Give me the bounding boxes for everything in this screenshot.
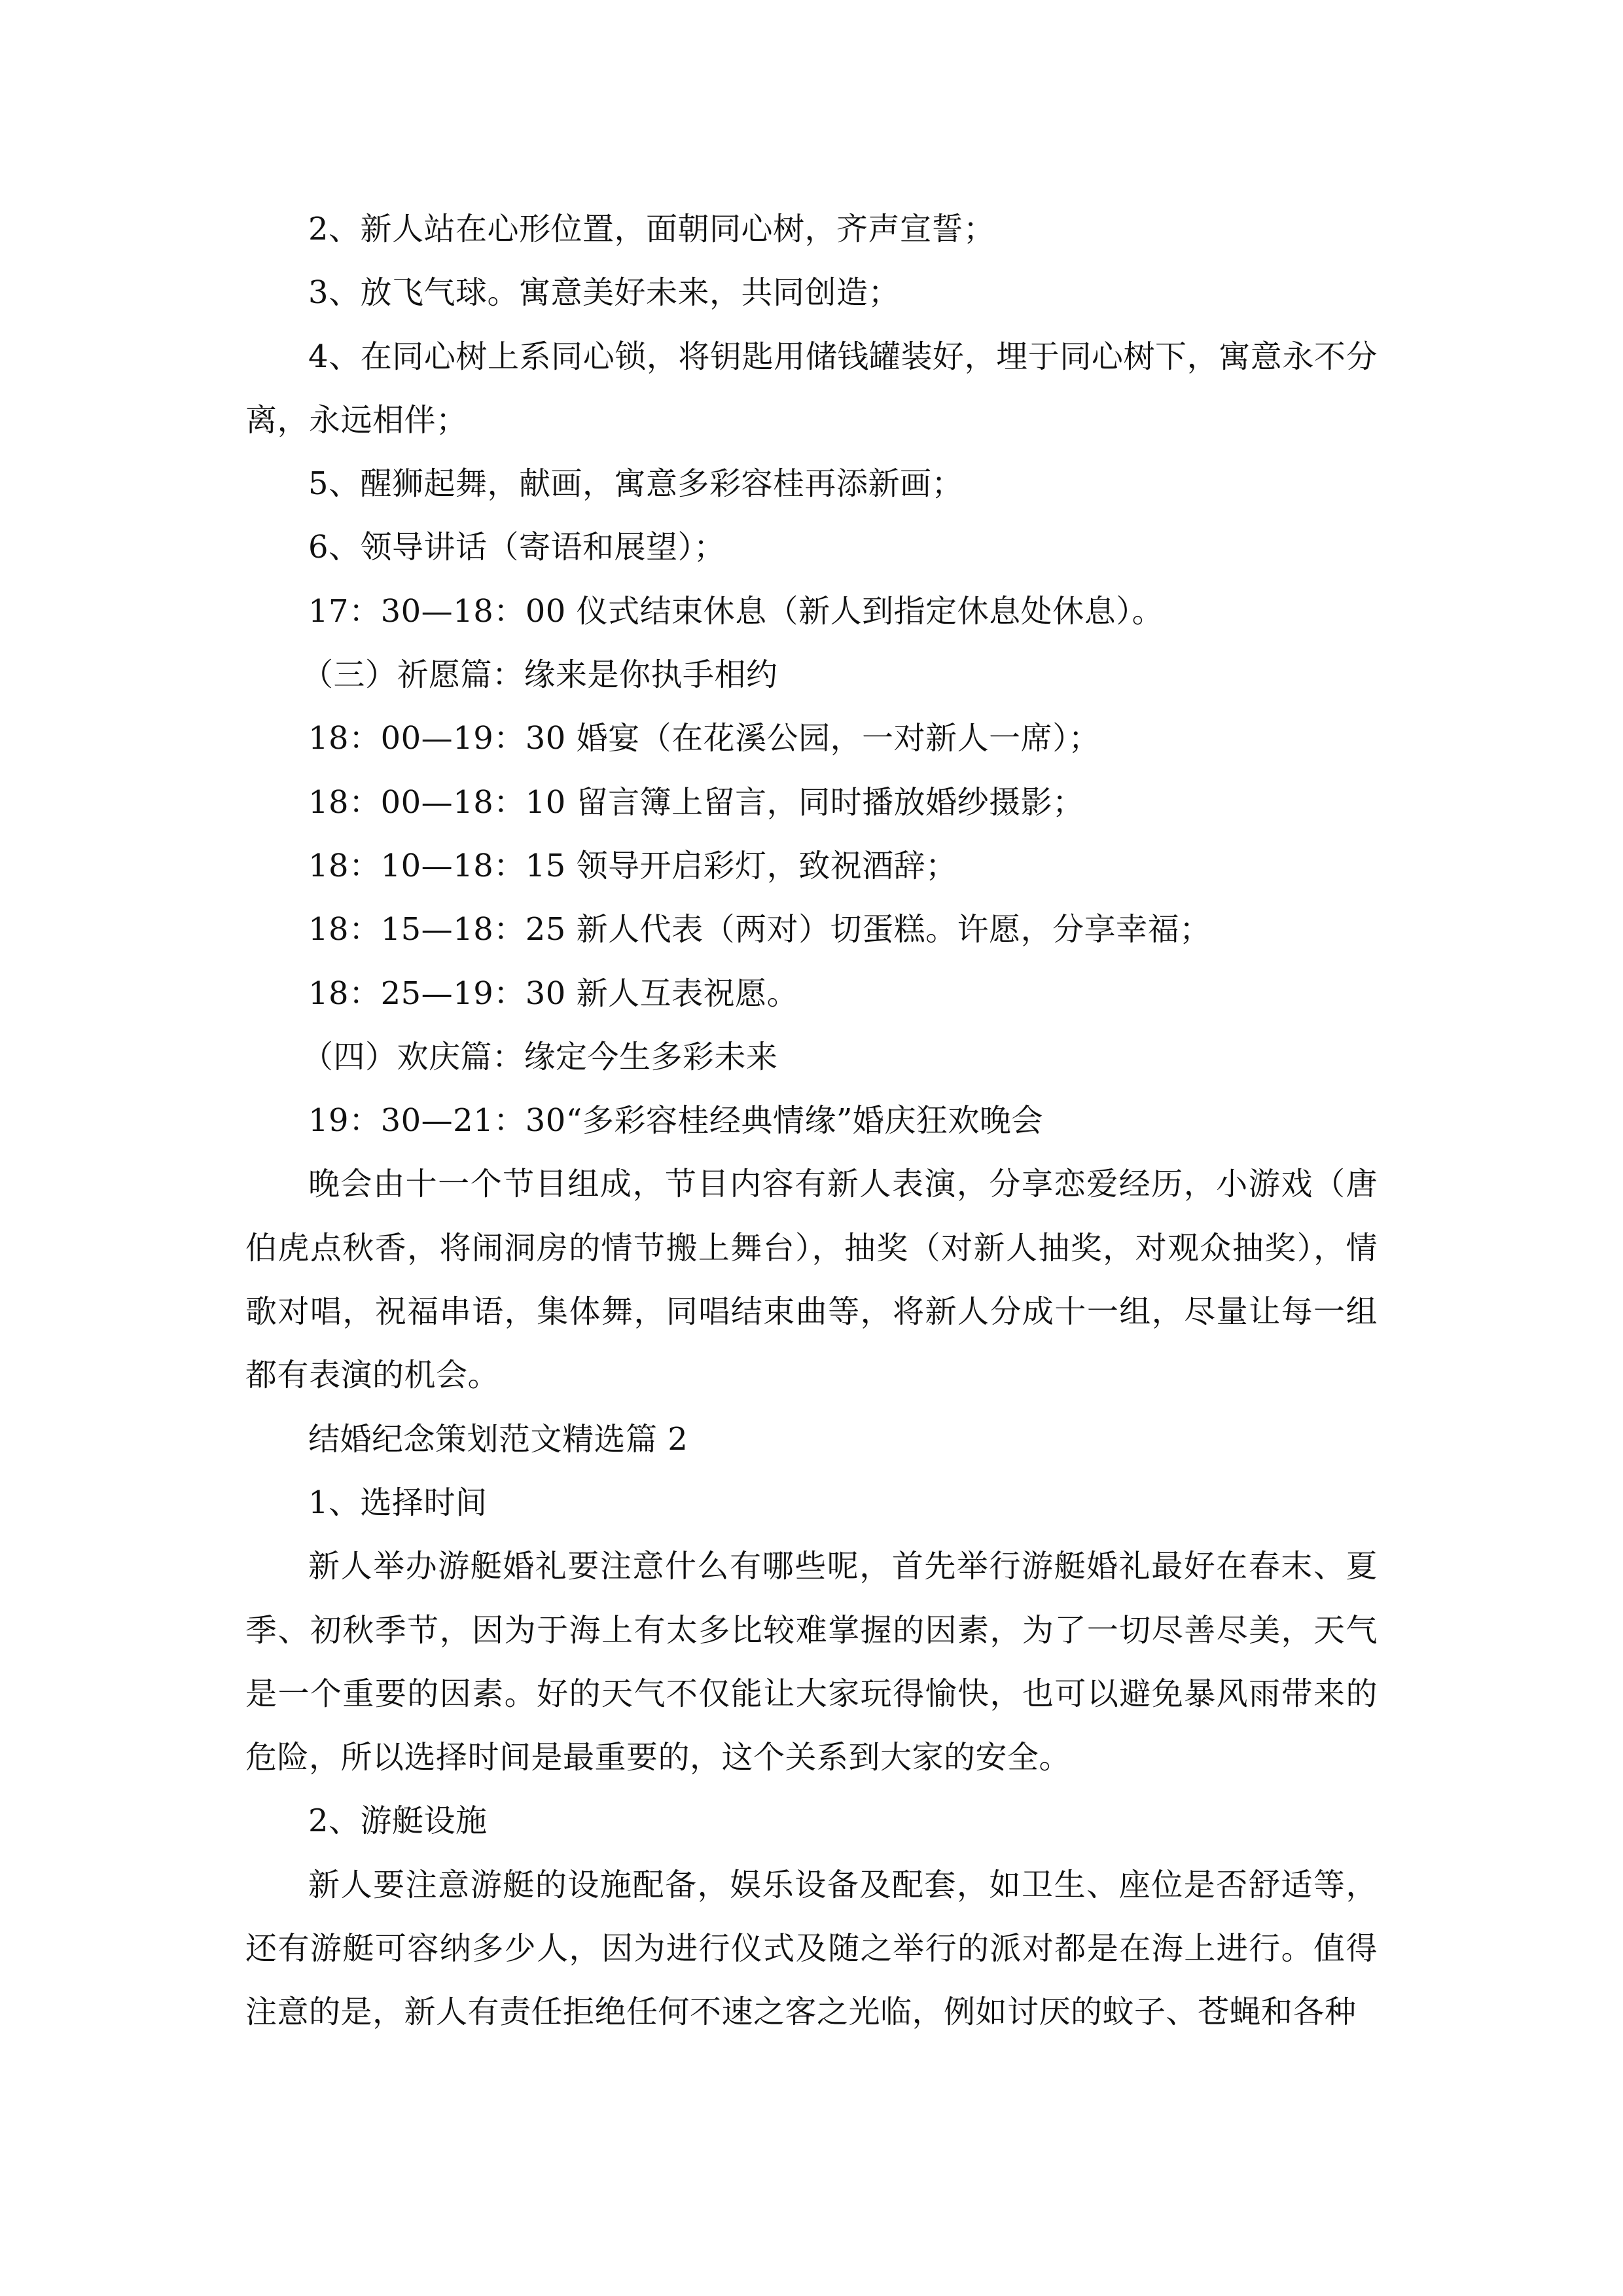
paragraph-guestbook: 18：00—18：10 留言簿上留言，同时播放婚纱摄影； bbox=[308, 783, 1084, 821]
paragraph-yacht-facilities-heading: 2、游艇设施 bbox=[308, 1803, 488, 1840]
section-heading-4: （四）欢庆篇：缘定今生多彩未来 bbox=[302, 1038, 778, 1075]
paragraph-ceremony-rest: 17：30—18：00 仪式结束休息（新人到指定休息处休息）。 bbox=[308, 592, 1164, 630]
section-heading-3: （三）祈愿篇：缘来是你执手相约 bbox=[302, 656, 778, 694]
paragraph-item-6: 6、领导讲话（寄语和展望）； bbox=[308, 529, 726, 566]
paragraph-item-5: 5、醒狮起舞，献画，寓意多彩容桂再添新画； bbox=[308, 465, 964, 503]
paragraph-party-program: 晚会由十一个节目组成，节目内容有新人表演，分享恋爱经历，小游戏（唐伯虎点秋香，将闹洞房的情节搬上舞台），抽奖（对新人抽奖，对观众抽奖），情歌对唱，祝福串语，集体舞，同唱结束曲等，将新人分成十一组，尽量让每一组都有表演的机会。 bbox=[245, 1166, 1378, 1394]
paragraph-choose-time-heading: 1、选择时间 bbox=[308, 1484, 488, 1521]
paragraph-wedding-banquet: 18：00—19：30 婚宴（在花溪公园，一对新人一席）； bbox=[308, 720, 1101, 757]
paragraph-item-4: 4、在同心树上系同心锁，将钥匙用储钱罐装好，埋于同心树下，寓意永不分离，永远相伴； bbox=[245, 338, 1378, 439]
paragraph-choose-time-body: 新人举办游艇婚礼要注意什么有哪些呢，首先举行游艇婚礼最好在春末、夏季、初秋季节，因为于海上有太多比较难掌握的因素，为了一切尽善尽美，天气是一个重要的因素。好的天气不仅能让大家玩得愉快，也可以避免暴风雨带来的危险，所以选择时间是最重要的，这个关系到大家的安全。 bbox=[245, 1548, 1378, 1776]
paragraph-carnival-party: 19：30—21：30“多彩容桂经典情缘”婚庆狂欢晚会 bbox=[308, 1102, 1043, 1139]
paragraph-yacht-facilities-body: 新人要注意游艇的设施配备，娱乐设备及配套，如卫生、座位是否舒适等，还有游艇可容纳多少人，因为进行仪式及随之举行的派对都是在海上进行。值得注意的是，新人有责任拒绝任何不速之客之光临，例如讨厌的蚊子、苍蝇和各种 bbox=[245, 1866, 1378, 2031]
paragraph-item-2: 2、新人站在心形位置，面朝同心树，齐声宣誓； bbox=[308, 211, 995, 247]
document-body bbox=[245, 198, 1378, 2045]
paragraph-wishes: 18：25—19：30 新人互表祝愿。 bbox=[308, 975, 799, 1012]
paragraph-cake: 18：15—18：25 新人代表（两对）切蛋糕。许愿，分享幸福； bbox=[308, 911, 1211, 948]
paragraph-item-3: 3、放飞气球。寓意美好未来，共同创造； bbox=[308, 274, 901, 312]
paragraph-lights: 18：10—18：15 领导开启彩灯，致祝酒辞； bbox=[308, 847, 957, 884]
document-subtitle-part-2: 结婚纪念策划范文精选篇 2 bbox=[308, 1420, 688, 1458]
